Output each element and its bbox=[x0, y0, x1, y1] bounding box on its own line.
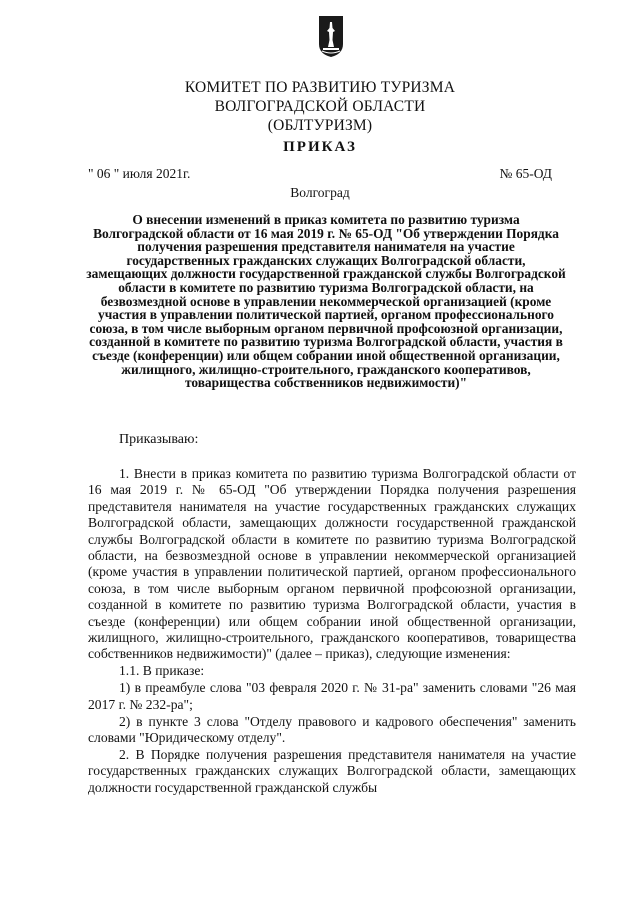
paragraph: 2) в пункте 3 слова "Отделу правового и кадрового обеспечения" заменить словами "Юридическому отделу". bbox=[88, 713, 576, 745]
order-body bbox=[88, 466, 576, 796]
committee-line: ВОЛГОГРАДСКОЙ ОБЛАСТИ bbox=[214, 98, 426, 115]
order-date: " 06 " июля 2021г. bbox=[88, 166, 191, 181]
order-title: ПРИКАЗ bbox=[283, 139, 357, 155]
paragraph: 1.1. В приказе: bbox=[119, 663, 205, 679]
order-heading: О внесении изменений в приказ комитета по развитию туризма Волгоградской области от 16 мая 2019 г. № 65-ОД "Об утверждении Порядка получения разрешения представителя нанимателя на участие государственных гражданских служащих Волгоградской области, замещающих должности государственной гражданской службы Волгоградской области в комитете по развитию туризма Волгоградской области, на безвозмездной основе в управлении некоммерческой организацией (кроме участия в управлении политической партией, органом профессионального союза, в том числе выборным органом первичной профсоюзной организации, созданной в комитете по развитию туризма Волгоградской области, участия в съезде (конференции) или общем собрании иной общественной организации, жилищного, жилищно-строительного, гражданского кооперативов, товарищества собственников недвижимости)" bbox=[86, 212, 566, 391]
order-city: Волгоград bbox=[290, 185, 350, 200]
coat-of-arms-icon bbox=[317, 14, 345, 58]
committee-line: (ОБЛТУРИЗМ) bbox=[267, 117, 373, 134]
committee-line: КОМИТЕТ ПО РАЗВИТИЮ ТУРИЗМА bbox=[184, 79, 456, 96]
paragraph: 1) в преамбуле слова "03 февраля 2020 г. № 31-ра" заменить словами "26 мая 2017 г. № 232-ра"; bbox=[88, 680, 576, 712]
order-number: № 65-ОД bbox=[499, 166, 552, 181]
directive: Приказываю: bbox=[119, 432, 199, 447]
paragraph: 2. В Порядке получения разрешения представителя нанимателя на участие государственных гражданских служащих Волгоградской области, замещающих должности государственной гражданской службы bbox=[88, 746, 576, 795]
paragraph: 1. Внести в приказ комитета по развитию туризма Волгоградской области от 16 мая 2019 г. № 65-ОД "Об утверждении Порядка получения разрешения представителя нанимателя на участие государственных гражданских служащих Волгоградской области, замещающих должности государственной гражданской службы Волгоградской области в комитете по развитию туризма Волгоградской области, на безвозмездной основе в управлении некоммерческой организацией (кроме участия в управлении политической партией, органом профессионального союза, в том числе выборным органом первичной профсоюзной организации, созданной в комитете по развитию туризма Волгоградской области, участия в съезде (конференции) или общем собрании иной общественной организации, жилищного, жилищно-строительного, гражданского кооперативов, товарищества собственников недвижимости)" (далее – приказ), следующие изменения: bbox=[88, 466, 576, 662]
committee-name bbox=[0, 78, 640, 135]
